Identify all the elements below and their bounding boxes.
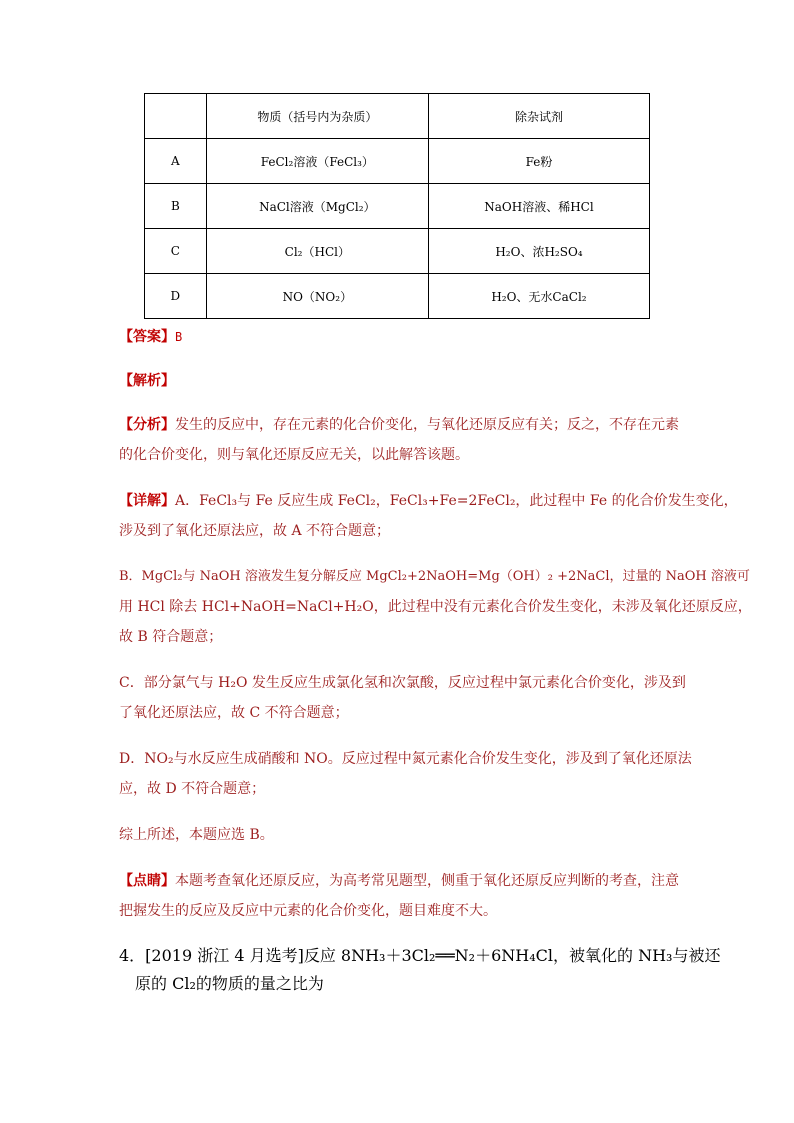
xiangjie-b-line-2: 用 HCl 除去 HCl+NaOH=NaCl+H₂O，此过程中没有元素化合价发生变化，未涉及氧化还原反应，: [119, 599, 752, 615]
answer-line: [119, 322, 679, 352]
fenxi-line-1: [119, 410, 679, 440]
table-header-cell: 物质（括号内为杂质）: [206, 94, 428, 139]
row-label: C: [145, 229, 207, 274]
reagent-cell: Fe粉: [428, 139, 649, 184]
table-header-cell: 除杂试剂: [428, 94, 649, 139]
reagent-cell: H₂O、浓H₂SO₄: [428, 229, 649, 274]
question-4-line-2: 原的 Cl₂的物质的量之比为: [135, 974, 324, 993]
table-row: [145, 229, 650, 274]
reagent-cell: NaOH溶液、稀HCl: [428, 184, 649, 229]
impurity-removal-table: [144, 93, 650, 319]
analysis-heading: [119, 366, 679, 396]
xiangjie-d-line-1: D．NO₂与水反应生成硝酸和 NO。反应过程中氮元素化合价发生变化，涉及到了氧化还原法: [119, 751, 692, 767]
substance-cell: NaCl溶液（MgCl₂）: [206, 184, 428, 229]
fenxi-line-2: 的化合价变化，则与氧化还原反应无关，以此解答该题。: [119, 447, 469, 463]
xiangjie-b-line-1: B．MgCl₂与 NaOH 溶液发生复分解反应 MgCl₂+2NaOH=Mg（OH）₂ +2NaCl，过量的 NaOH 溶液可: [119, 569, 750, 584]
xiangjie-a-text-1: A．FeCl₃与 Fe 反应生成 FeCl₂，FeCl₃+Fe=2FeCl₂，此过程中 Fe 的化合价发生变化，: [175, 493, 738, 509]
xiangjie-c-line-2: 了氧化还原法应，故 C 不符合题意；: [119, 705, 349, 721]
table-header-row: [145, 94, 650, 139]
substance-cell: FeCl₂溶液（FeCl₃）: [206, 139, 428, 184]
fenxi-tag: 【分析】: [119, 417, 175, 433]
xiangjie-tag: 【详解】: [119, 493, 175, 509]
dianjing-line-2: 把握发生的反应及反应中元素的化合价变化，题目难度不大。: [119, 903, 497, 919]
table-row: [145, 274, 650, 319]
answer-tag: 【答案】: [119, 329, 175, 345]
xiangjie-a-line-2: 涉及到了氧化还原法应，故 A 不符合题意；: [119, 523, 391, 539]
dianjing-line-1: [119, 866, 679, 896]
dianjing-tag: 【点睛】: [119, 873, 175, 889]
table-header-cell: [145, 94, 207, 139]
table-row: [145, 184, 650, 229]
xiangjie-a-line-1: [119, 486, 738, 516]
row-label: B: [145, 184, 207, 229]
row-label: A: [145, 139, 207, 184]
table-row: [145, 139, 650, 184]
substance-cell: NO（NO₂）: [206, 274, 428, 319]
fenxi-text-1: 发生的反应中，存在元素的化合价变化，与氧化还原反应有关；反之，不存在元素: [175, 417, 679, 433]
answer-value: B: [175, 330, 183, 344]
xiangjie-d-line-2: 应，故 D 不符合题意；: [119, 781, 266, 797]
question-4-line-1: 4．[2019 浙江 4 月选考]反应 8NH₃＋3Cl₂══N₂＋6NH₄Cl，被氧化的 NH₃与被还: [119, 946, 721, 965]
substance-cell: Cl₂（HCl）: [206, 229, 428, 274]
analysis-tag: 【解析】: [119, 373, 175, 389]
row-label: D: [145, 274, 207, 319]
reagent-cell: H₂O、无水CaCl₂: [428, 274, 649, 319]
xiangjie-b-line-3: 故 B 符合题意；: [119, 629, 223, 645]
summary-line: 综上所述，本题应选 B。: [119, 827, 274, 843]
xiangjie-c-line-1: C．部分氯气与 H₂O 发生反应生成氯化氢和次氯酸，反应过程中氯元素化合价变化，涉及到: [119, 675, 686, 691]
dianjing-text-1: 本题考查氧化还原反应，为高考常见题型，侧重于氧化还原反应判断的考查，注意: [175, 873, 679, 889]
